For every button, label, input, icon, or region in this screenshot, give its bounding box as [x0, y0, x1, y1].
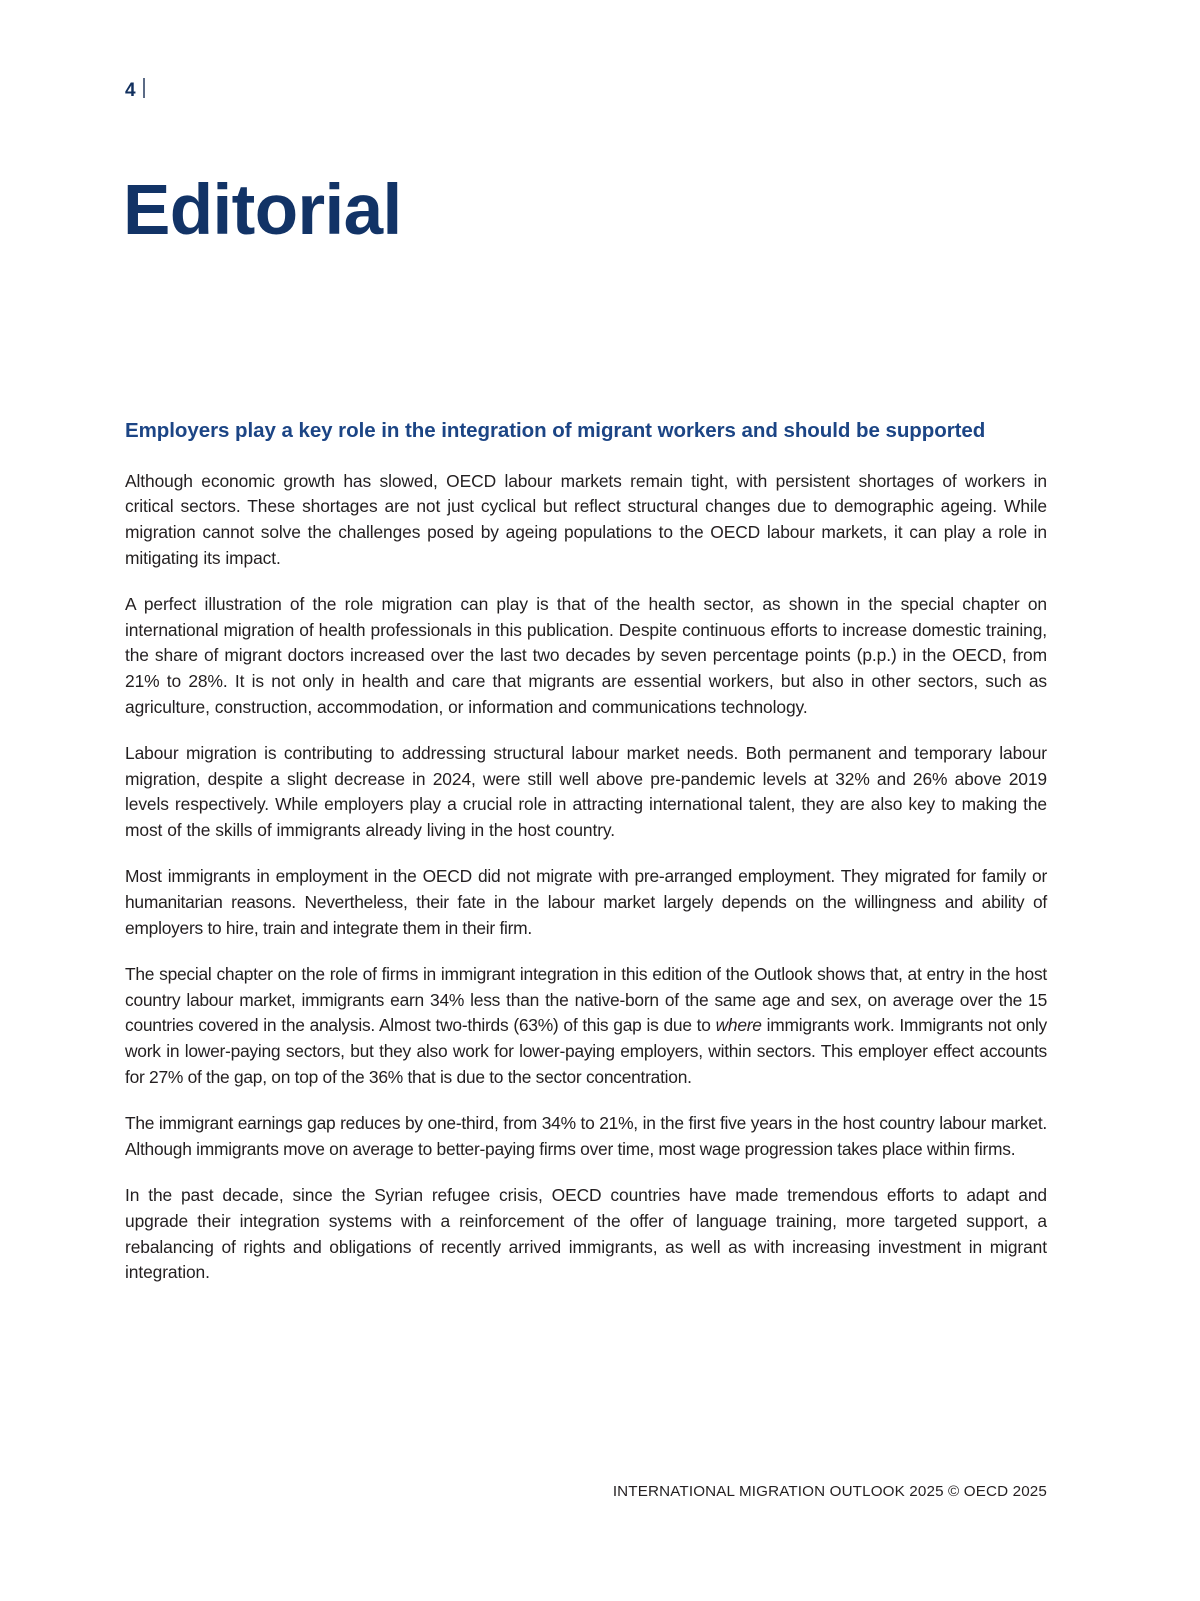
paragraph-5-text-before-emphasis: The special chapter on the role of firms in immigrant integration in this edition of the Outlook shows that, at entry in the host country labour market, immigrants earn 34% less than the native-born of the same age and sex, on average over the 15 countries covered in the analysis. Almost two-thirds (63%) of this gap is due to [125, 964, 1047, 1036]
section-heading: Employers play a key role in the integration of migrant workers and should be supported [125, 419, 986, 442]
folio-separator-rule [143, 78, 145, 98]
body-paragraph-4: Most immigrants in employment in the OECD did not migrate with pre-arranged employment. They migrated for family or humanitarian reasons. Nevertheless, their fate in the labour market largely depends on the willingness and ability of employers to hire, train and integrate them in their firm. [125, 866, 1047, 938]
paragraph-5-text-after-emphasis: immigrants work. Immigrants not only work in lower-paying sectors, but they also work for lower-paying employers, within sectors. This employer effect accounts for 27% of the gap, on top of the 36% that is due to the sector concentration. [125, 1015, 1047, 1087]
body-paragraph-2: A perfect illustration of the role migration can play is that of the health sector, as shown in the special chapter on international migration of health professionals in this publication. Despite continuous efforts to increase domestic training, the share of migrant doctors increased over the last two decades by seven percentage points (p.p.) in the OECD, from 21% to 28%. It is not only in health and care that migrants are essential workers, but also in other sectors, such as agriculture, construction, accommodation, or information and communications technology. [125, 594, 1047, 717]
page-footer [0, 1483, 1200, 1501]
page-folio-number: 4 [125, 80, 136, 101]
body-paragraph-5 [125, 962, 1047, 1090]
body-content [125, 415, 1047, 1286]
running-header [125, 76, 145, 100]
body-paragraph-1: Although economic growth has slowed, OECD labour markets remain tight, with persistent shortages of workers in critical sectors. These shortages are not just cyclical but reflect structural changes due to demographic ageing. While migration cannot solve the challenges posed by ageing populations to the OECD labour markets, it can play a role in mitigating its impact. [125, 470, 1047, 568]
paragraph-5-emphasis-where: where [715, 1015, 762, 1036]
body-paragraph-3: Labour migration is contributing to addressing structural labour market needs. Both permanent and temporary labour migration, despite a slight decrease in 2024, were still well above pre-pandemic levels at 32% and 26% above 2019 levels respectively. While employers play a crucial role in attracting international talent, they are also key to making the most of the skills of immigrants already living in the host country. [125, 743, 1047, 840]
footer-publication-line: INTERNATIONAL MIGRATION OUTLOOK 2025 © OECD 2025 [612, 1483, 1047, 1500]
page-title: Editorial [123, 170, 402, 250]
body-paragraph-6: The immigrant earnings gap reduces by one-third, from 34% to 21%, in the first five years in the host country labour market. Although immigrants move on average to better-paying firms over time, most wage progression takes place within firms. [125, 1113, 1047, 1159]
body-paragraph-7: In the past decade, since the Syrian refugee crisis, OECD countries have made tremendous efforts to adapt and upgrade their integration systems with a reinforcement of the offer of language training, more targeted support, a rebalancing of rights and obligations of recently arrived immigrants, as well as with increasing investment in migrant integration. [125, 1185, 1047, 1283]
